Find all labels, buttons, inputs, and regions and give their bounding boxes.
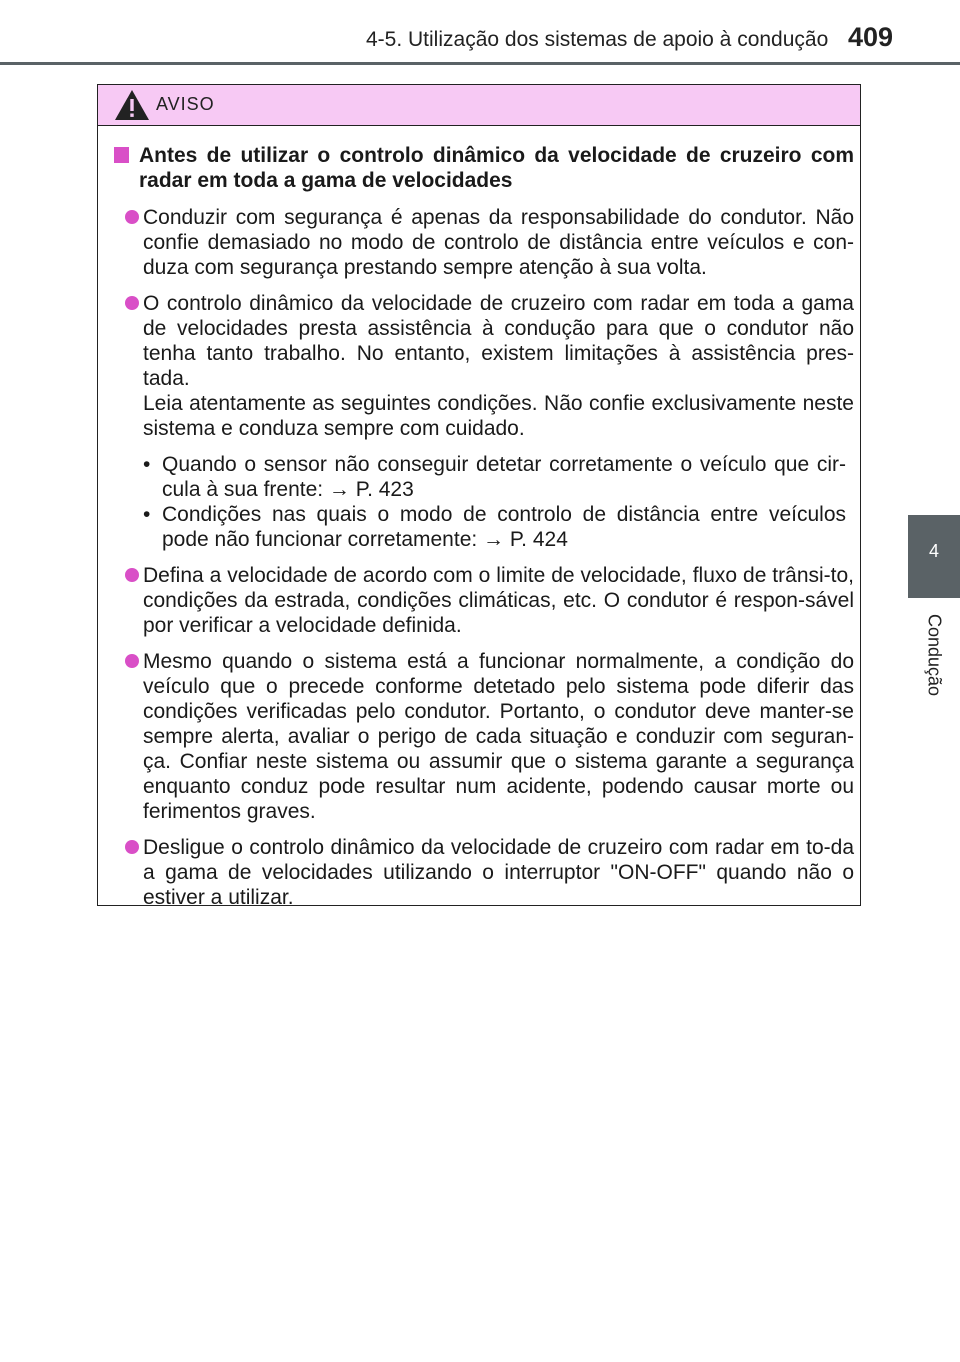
circle-bullet-icon [125, 654, 139, 668]
sub-list-item-text: Condições nas quais o modo de controlo de distância entre veículos pode não funcionar corretamente: → P. 424 [162, 503, 846, 551]
list-item [114, 205, 854, 280]
page-header [0, 0, 960, 70]
list-item [114, 835, 854, 910]
chapter-tab [908, 515, 960, 598]
circle-bullet-icon [125, 840, 139, 854]
sub-list-item [143, 452, 846, 502]
sub-list-item [143, 502, 846, 552]
small-bullet-icon: • [143, 453, 151, 476]
warning-label: AVISO [156, 94, 215, 114]
chapter-title: 4-5. Utilização dos sistemas de apoio à condução [366, 28, 829, 51]
list-item-text: O controlo dinâmico da velocidade de cruzeiro com radar em toda a gama de velocidades presta assistência à condução para que o condutor não tenha tanto trabalho. No entanto, existem limitações à assistência pres-tada. [143, 292, 854, 390]
small-bullet-icon: • [143, 503, 151, 526]
square-bullet-icon [114, 147, 129, 163]
list-item-text: Defina a velocidade de acordo com o limite de velocidade, fluxo de trânsi-to, condições da estrada, condições climáticas, etc. O condutor é respon-sável por verificar a velocidade definida. [143, 564, 854, 637]
list-item [114, 649, 854, 824]
circle-bullet-icon [125, 568, 139, 582]
page-number: 409 [848, 22, 894, 52]
sub-list [143, 452, 854, 552]
warning-box [97, 84, 861, 909]
sub-list-item-text: Quando o sensor não conseguir detetar corretamente o veículo que cir-cula à sua frente: → P. 423 [162, 453, 846, 501]
list-item-extra-text: Leia atentamente as seguintes condições. Não confie exclusivamente neste sistema e conduza sempre com cuidado. [143, 392, 854, 440]
circle-bullet-icon [125, 296, 139, 310]
list-item-text: Desligue o controlo dinâmico da velocidade de cruzeiro com radar em to-da a gama de velocidades utilizando o interruptor "ON-OFF" quando não o estiver a utilizar. [143, 836, 854, 909]
section-heading-text: Antes de utilizar o controlo dinâmico da velocidade de cruzeiro com radar em toda a gama de velocidades [139, 144, 854, 192]
circle-bullet-icon [125, 210, 139, 224]
list-item-text: Mesmo quando o sistema está a funcionar normalmente, a condição do veículo que o precede conforme detetado pelo sistema pode diferir das condições verificadas pelo condutor. Portanto, o condutor deve manter-se sempre alerta, avaliar o perigo de cada situação e conduzir com seguran-ça. Confiar neste sistema ou assumir que o sistema garante a segurança enquanto conduz pode resultar num acidente, podendo causar morte ou ferimentos graves. [143, 650, 854, 823]
list-item-text: Conduzir com segurança é apenas da responsabilidade do condutor. Não confie demasiado no modo de controlo de distância entre veículos e con-duza com segurança prestando sempre atenção à sua volta. [143, 206, 854, 279]
warning-content [114, 143, 854, 921]
header-divider [0, 62, 960, 65]
list-item [114, 291, 854, 552]
chapter-tab-label: Condução [924, 613, 945, 697]
list-item [114, 563, 854, 638]
warning-header [98, 85, 860, 126]
warning-triangle-icon [114, 89, 150, 121]
chapter-tab-number: 4 [928, 541, 939, 561]
section-heading [114, 143, 854, 193]
